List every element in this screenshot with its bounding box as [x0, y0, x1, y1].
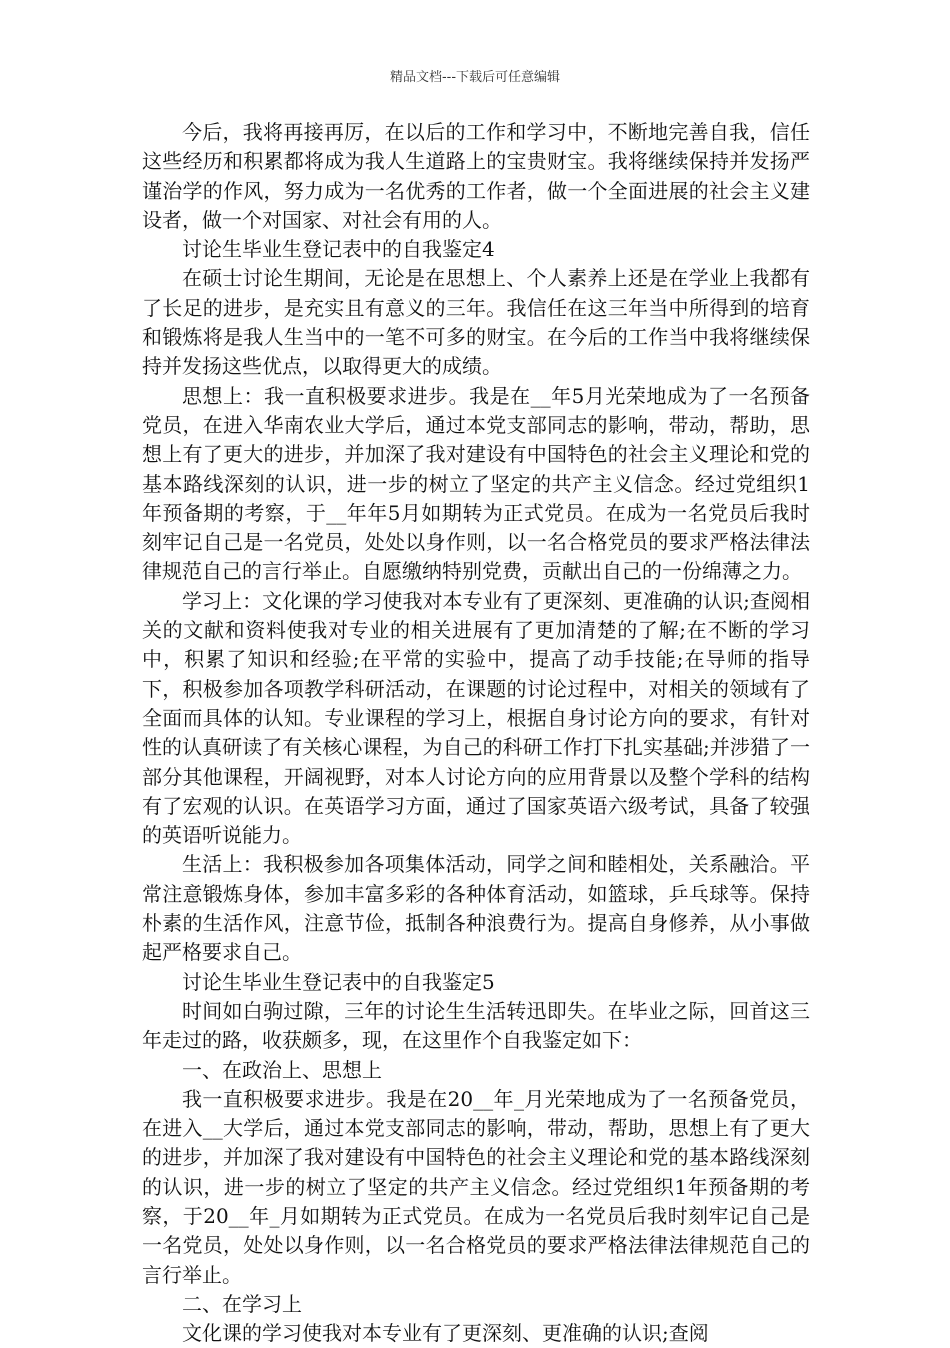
paragraph: 我一直积极要求进步。我是在20__年_月光荣地成为了一名预备党员，在进入__大学后，通过本党支部同志的影响，带动，帮助，思想上有了更大的进步，并加深了我对建设有中国特色的社会主义理论和党的基本路线深刻的认识，进一步的树立了坚定的共产主义信念。经过党组织1年预备期的考察，于20__年_月如期转为正式党员。在成为一名党员后我时刻牢记自己是一名党员，处处以身作则，以一名合格党员的要求严格法律法律规范自己的言行举止。: [142, 1086, 810, 1287]
section-heading: 讨论生毕业生登记表中的自我鉴定5: [182, 969, 495, 994]
paragraph: 文化课的学习使我对本专业有了更深刻、更准确的认识;查阅: [182, 1321, 709, 1346]
paragraph: 今后，我将再接再厉，在以后的工作和学习中，不断地完善自我，信任这些经历和积累都将成为我人生道路上的宝贵财宝。我将继续保持并发扬严谨治学的作风，努力成为一名优秀的工作者，做一个全面进展的社会主义建设者，做一个对国家、对社会有用的人。: [142, 120, 810, 232]
paragraph: 学习上：文化课的学习使我对本专业有了更深刻、更准确的认识;查阅相关的文献和资料使我对专业的相关进展有了更加清楚的了解;在不断的学习中，积累了知识和经验;在平常的实验中，提高了动手技能;在导师的指导下，积极参加各项教学科研活动，在课题的讨论过程中，对相关的领域有了全面而具体的认知。专业课程的学习上，根据自身讨论方向的要求，有针对性的认真研读了有关核心课程，为自己的科研工作打下扎实基础;并涉猎了一部分其他课程，开阔视野，对本人讨论方向的应用背景以及整个学科的结构有了宏观的认识。在英语学习方面，通过了国家英语六级考试，具备了较强的英语听说能力。: [142, 588, 810, 848]
section-heading: 讨论生毕业生登记表中的自我鉴定4: [182, 237, 495, 262]
paragraph: 思想上：我一直积极要求进步。我是在__年5月光荣地成为了一名预备党员，在进入华南农业大学后，通过本党支部同志的影响，带动，帮助，思想上有了更大的进步，并加深了我对建设有中国特色的社会主义理论和党的基本路线深刻的认识，进一步的树立了坚定的共产主义信念。经过党组织1年预备期的考察，于__年年5月如期转为正式党员。在成为一名党员后我时刻牢记自己是一名党员，处处以身作则，以一名合格党员的要求严格法律法律规范自己的言行举止。自愿缴纳特别党费，贡献出自己的一份绵薄之力。: [142, 383, 810, 584]
paragraph: 在硕士讨论生期间，无论是在思想上、个人素养上还是在学业上我都有了长足的进步，是充实且有意义的三年。我信任在这三年当中所得到的培育和锻炼将是我人生当中的一笔不可多的财宝。在今后的工作当中我将继续保持并发扬这些优点，以取得更大的成绩。: [142, 266, 810, 379]
document-body: [142, 118, 810, 1348]
paragraph: 时间如白驹过隙，三年的讨论生生活转迅即失。在毕业之际，回首这三年走过的路，收获颇多，现，在这里作个自我鉴定如下：: [142, 998, 810, 1053]
page-header: 精品文档---下载后可任意编辑: [389, 70, 561, 85]
subsection-heading: 一、在政治上、思想上: [182, 1057, 382, 1082]
paragraph: 生活上：我积极参加各项集体活动，同学之间和睦相处，关系融洽。平常注意锻炼身体，参加丰富多彩的各种体育活动，如篮球，乒乓球等。保持朴素的生活作风，注意节俭，抵制各种浪费行为。提高自身修养，从小事做起严格要求自己。: [142, 852, 810, 965]
subsection-heading: 二、在学习上: [182, 1291, 302, 1316]
